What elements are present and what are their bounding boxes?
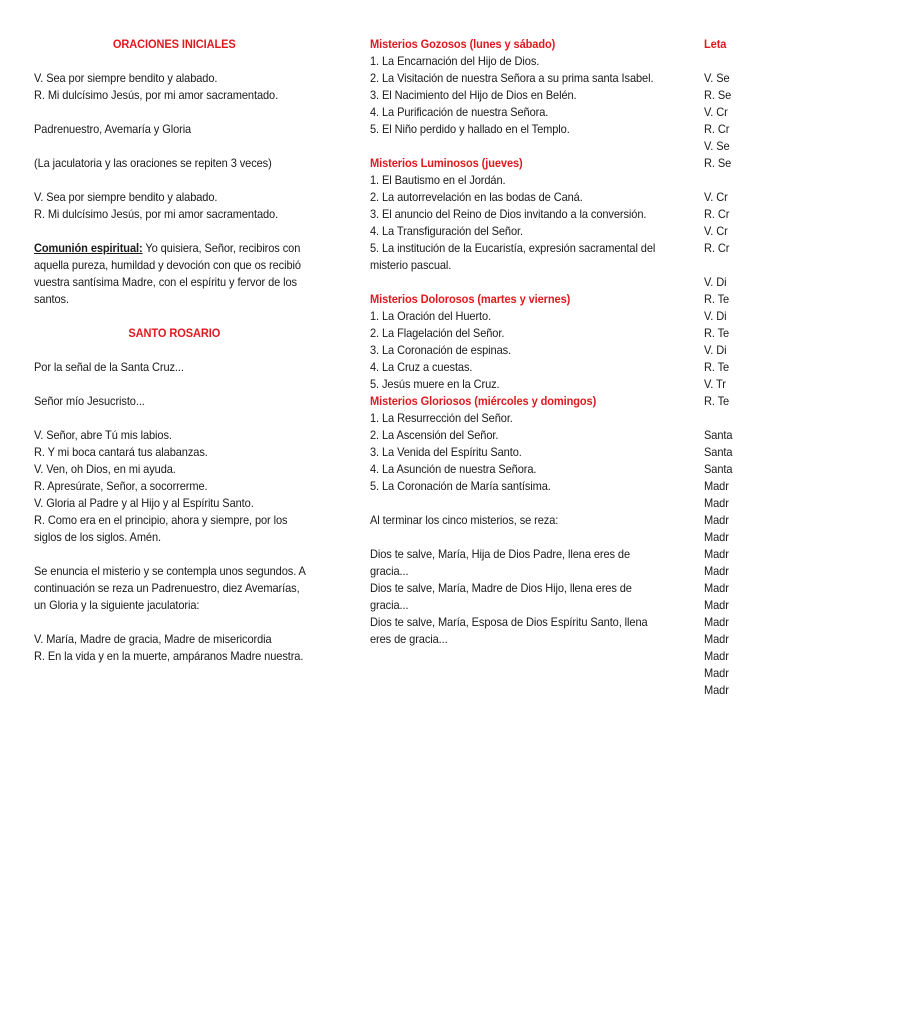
litany-line: V. Cr [704,105,728,119]
mystery-item: 2. La Flagelación del Señor. [370,326,505,340]
litany-line: V. Tr [704,377,726,391]
mystery-item: 3. El anuncio del Reino de Dios invitando a la conversión. [370,207,647,221]
comunion-espiritual-text: Yo quisiera, Señor, recibiros con aquella pureza, humildad y devoción con que os recibió vuestra santísima Madre, con el espíritu y fervor de los santos. [34,241,301,306]
litany-line: Santa [704,462,733,476]
column-misterios [370,36,664,648]
litany-line: R. Se [704,156,732,170]
litany-line: Madr [704,564,729,578]
litany-line: Madr [704,530,729,544]
heading-misterios-luminosos: Misterios Luminosos (jueves) [370,156,523,170]
heading-santo-rosario: SANTO ROSARIO [128,326,221,340]
comunion-espiritual-paragraph [34,240,315,308]
litany-line: Santa [704,428,733,442]
response-line: R. En la vida y en la muerte, ampáranos Madre nuestra. [34,649,304,663]
mystery-item: 5. Jesús muere en la Cruz. [370,377,500,391]
litany-line: V. Cr [704,190,728,204]
senor-mio-line: Señor mío Jesucristo... [34,394,145,408]
versicle-line: V. Señor, abre Tú mis labios. [34,428,172,442]
litany-line: V. Se [704,139,730,153]
padrenuestro-line: Padrenuestro, Avemaría y Gloria [34,122,192,136]
heading-misterios-dolorosos: Misterios Dolorosos (martes y viernes) [370,292,571,306]
heading-misterios-gozosos: Misterios Gozosos (lunes y sábado) [370,37,556,51]
litany-line: V. Di [704,309,727,323]
litany-line: R. Se [704,88,732,102]
litany-line: Madr [704,581,729,595]
enuncia-paragraph: Se enuncia el misterio y se contempla unos segundos. A continuación se reza un Padrenuestro, diez Avemarías, un Gloria y la siguiente jaculatoria: [34,564,306,612]
litany-line: Madr [704,649,729,663]
jaculatoria-note: (La jaculatoria y las oraciones se repiten 3 veces) [34,156,272,170]
mystery-item: 2. La Visitación de nuestra Señora a su prima santa Isabel. [370,71,654,85]
litany-line: Madr [704,479,729,493]
mystery-item: 4. La Cruz a cuestas. [370,360,473,374]
mystery-item: 3. La Venida del Espíritu Santo. [370,445,522,459]
mystery-item: 1. La Resurrección del Señor. [370,411,513,425]
response-line: R. Apresúrate, Señor, a socorrerme. [34,479,208,493]
mystery-item: 1. La Oración del Huerto. [370,309,492,323]
versicle-line: V. Sea por siempre bendito y alabado. [34,190,218,204]
litany-line: V. Di [704,343,727,357]
mystery-item: 3. La Coronación de espinas. [370,343,512,357]
litany-line: Madr [704,666,729,680]
dios-te-salve-line: Dios te salve, María, Esposa de Dios Espíritu Santo, llena eres de gracia... [370,615,648,646]
litany-line: R. Cr [704,122,730,136]
litany-line: R. Te [704,292,730,306]
column-oraciones [34,36,315,665]
litany-line: V. Di [704,275,727,289]
versicle-line: V. Sea por siempre bendito y alabado. [34,71,218,85]
mystery-item: 5. La institución de la Eucaristía, expresión sacramental del misterio pascual. [370,241,656,272]
litany-line: Santa [704,445,733,459]
mystery-item: 4. La Transfiguración del Señor. [370,224,523,238]
response-line: R. Mi dulcísimo Jesús, por mi amor sacramentado. [34,88,279,102]
mystery-item: 4. La Asunción de nuestra Señora. [370,462,537,476]
mystery-item: 1. El Bautismo en el Jordán. [370,173,506,187]
dios-te-salve-line: Dios te salve, María, Hija de Dios Padre, llena eres de gracia... [370,547,631,578]
litany-line: Madr [704,547,729,561]
litany-line: Madr [704,513,729,527]
litany-line: Madr [704,496,729,510]
litany-line: R. Te [704,326,730,340]
como-era-paragraph: R. Como era en el principio, ahora y siempre, por los siglos de los siglos. Amén. [34,513,288,544]
litany-line: Madr [704,615,729,629]
litany-line: R. Te [704,360,730,374]
versicle-line: V. Ven, oh Dios, en mi ayuda. [34,462,176,476]
response-line: R. Mi dulcísimo Jesús, por mi amor sacramentado. [34,207,279,221]
senal-cruz-line: Por la señal de la Santa Cruz... [34,360,184,374]
column-letanias [704,36,906,699]
litany-line: R. Cr [704,207,730,221]
litany-line: V. Se [704,71,730,85]
heading-oraciones-iniciales: ORACIONES INICIALES [112,37,236,51]
litany-line: Madr [704,683,729,697]
litany-line: R. Cr [704,241,730,255]
mystery-item: 3. El Nacimiento del Hijo de Dios en Belén. [370,88,577,102]
comunion-espiritual-label: Comunión espiritual: [34,241,143,255]
heading-letanias: Leta [704,37,727,51]
litany-line: V. Cr [704,224,728,238]
response-line: R. Y mi boca cantará tus alabanzas. [34,445,208,459]
litany-line: Madr [704,632,729,646]
dios-te-salve-line: Dios te salve, María, Madre de Dios Hijo, llena eres de gracia... [370,581,632,612]
mystery-item: 1. La Encarnación del Hijo de Dios. [370,54,540,68]
mystery-item: 4. La Purificación de nuestra Señora. [370,105,549,119]
al-terminar-line: Al terminar los cinco misterios, se reza: [370,513,559,527]
mystery-item: 2. La Ascensión del Señor. [370,428,499,442]
versicle-line: V. Gloria al Padre y al Hijo y al Espíritu Santo. [34,496,254,510]
mystery-item: 5. La Coronación de María santísima. [370,479,551,493]
litany-line: Madr [704,598,729,612]
litany-line: R. Te [704,394,730,408]
versicle-line: V. María, Madre de gracia, Madre de misericordia [34,632,272,646]
heading-misterios-gloriosos: Misterios Gloriosos (miércoles y domingos) [370,394,597,408]
mystery-item: 2. La autorrevelación en las bodas de Caná. [370,190,583,204]
mystery-item: 5. El Niño perdido y hallado en el Templo. [370,122,570,136]
